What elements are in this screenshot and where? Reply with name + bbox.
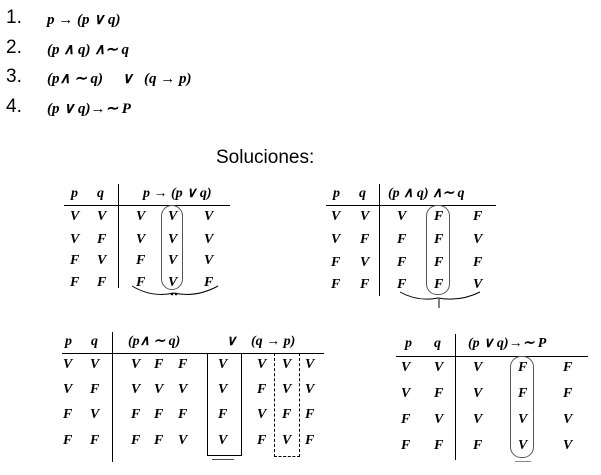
table-header-rule	[396, 356, 588, 357]
table-cell: F	[257, 433, 267, 448]
table-cell: V	[90, 357, 100, 372]
table-cell: V	[305, 382, 315, 397]
table-cell: V	[97, 209, 107, 224]
table-header-cell: (p ∧ q) ∧∼ q	[388, 186, 465, 201]
table-cell: F	[131, 433, 141, 448]
table-cell: V	[136, 209, 146, 224]
table-cell: V	[401, 386, 411, 401]
table-cell: V	[282, 357, 292, 372]
table-cell: V	[331, 232, 341, 247]
table-header-cell: q	[434, 336, 441, 351]
table-cell: V	[178, 433, 188, 448]
table-cell: F	[305, 433, 315, 448]
table-cell: V	[401, 360, 411, 375]
exercise-3-expression: (p∧ ∼ q) ∨ (q → p)	[47, 71, 192, 87]
table-cell: V	[473, 412, 483, 427]
table-cell: F	[473, 438, 483, 453]
table-cell: V	[131, 382, 141, 397]
table-cell: F	[434, 209, 444, 224]
table-cell: F	[178, 357, 188, 372]
table-cell: V	[70, 209, 80, 224]
table-cell: V	[434, 412, 444, 427]
table-cell: V	[257, 407, 267, 422]
exercise-2-number: 2.	[6, 37, 22, 58]
table-cell: F	[434, 277, 444, 292]
table-cell: F	[434, 255, 444, 270]
table-cell: F	[257, 382, 267, 397]
table-cell: V	[563, 438, 573, 453]
table-cell: V	[473, 277, 483, 292]
table-cell: V	[168, 253, 178, 268]
table-cell: F	[136, 275, 146, 290]
exercise-1-number: 1.	[6, 7, 22, 28]
table-header-cell: q	[359, 186, 366, 201]
table-cell: V	[282, 382, 292, 397]
table-cell: F	[97, 232, 107, 247]
table-cell: F	[563, 360, 573, 375]
table-header-cell: p	[65, 334, 72, 349]
table-cell: F	[360, 277, 370, 292]
table-cell: F	[518, 386, 528, 401]
table-cell: F	[204, 275, 214, 290]
solutions-title: Soluciones:	[216, 147, 315, 168]
table-cell: F	[563, 386, 573, 401]
table-cell: F	[131, 407, 141, 422]
table-cell: V	[154, 382, 164, 397]
table-header-cell: p	[333, 186, 340, 201]
table-cell: V	[518, 438, 528, 453]
table-cell: F	[397, 277, 407, 292]
table-cell: F	[63, 407, 73, 422]
exercise-1-expression: p → (p ∨ q)	[47, 12, 121, 28]
table-header-cell: q	[91, 334, 98, 349]
table-header-cell: p	[71, 186, 78, 201]
table-cell: V	[360, 255, 370, 270]
table-header-cell: (p∧ ∼ q)	[128, 334, 181, 349]
table-cell: F	[136, 253, 146, 268]
table-cell: F	[401, 438, 411, 453]
table-cell: V	[204, 253, 214, 268]
table-header-cell: (q → p)	[251, 334, 296, 349]
exercise-3-number: 3.	[6, 66, 22, 87]
table-cell: V	[168, 232, 178, 247]
table-cell: F	[218, 407, 228, 422]
table-cell: V	[168, 209, 178, 224]
table-cell: F	[90, 433, 100, 448]
table-cell: F	[97, 275, 107, 290]
table-cell: V	[168, 275, 178, 290]
table-cell: F	[331, 255, 341, 270]
table-cell: V	[63, 382, 73, 397]
result-column-oval	[510, 356, 534, 458]
table-cell: V	[282, 433, 292, 448]
exercise-2-expression: (p ∧ q) ∧∼ q	[47, 42, 130, 58]
table-cell: F	[434, 232, 444, 247]
table-cell: V	[218, 357, 228, 372]
table-cell: F	[518, 360, 528, 375]
table-header-cell: q	[97, 186, 104, 201]
table-cell: F	[90, 382, 100, 397]
table-cell: V	[63, 357, 73, 372]
table-cell: V	[331, 209, 341, 224]
table-cell: V	[473, 360, 483, 375]
table-header-cell: p → (p ∨ q)	[143, 186, 212, 201]
table-cell: V	[305, 357, 315, 372]
table-cell: V	[204, 232, 214, 247]
table-cell: V	[257, 357, 267, 372]
table-cell: F	[154, 357, 164, 372]
table-cell: V	[473, 386, 483, 401]
table-cell: V	[70, 232, 80, 247]
result-underline-mark	[515, 461, 531, 462]
table-cell: F	[154, 407, 164, 422]
table-cell: V	[473, 232, 483, 247]
table-cell: V	[218, 433, 228, 448]
table-header-cell: (p ∨ q)→∼ P	[468, 336, 547, 351]
table-cell: V	[90, 407, 100, 422]
table-cell: F	[70, 253, 80, 268]
table-cell: V	[563, 412, 573, 427]
table-cell: V	[434, 360, 444, 375]
table-cell: F	[70, 275, 80, 290]
table-cell: F	[360, 232, 370, 247]
table-cell: F	[331, 277, 341, 292]
table-cell: F	[401, 412, 411, 427]
exercise-4-number: 4.	[6, 96, 22, 117]
table-cell: F	[397, 255, 407, 270]
table-cell: F	[434, 438, 444, 453]
table-cell: V	[97, 253, 107, 268]
table-cell: F	[473, 209, 483, 224]
table-cell: F	[434, 386, 444, 401]
table-cell: F	[397, 232, 407, 247]
table-cell: V	[518, 412, 528, 427]
table-header-cell: p	[405, 336, 412, 351]
table-cell: F	[154, 433, 164, 448]
table-cell: F	[473, 255, 483, 270]
table-cell: V	[178, 382, 188, 397]
table-cell: F	[178, 407, 188, 422]
table-cell: V	[218, 382, 228, 397]
exercise-4-expression: (p ∨ q)→∼ P	[47, 101, 131, 117]
table-cell: V	[360, 209, 370, 224]
table-divider	[455, 334, 456, 460]
table-cell: V	[131, 357, 141, 372]
table-cell: F	[63, 433, 73, 448]
table-header-cell: ∨	[226, 334, 237, 349]
table-cell: V	[397, 209, 407, 224]
table-cell: F	[305, 407, 315, 422]
table-cell: V	[136, 232, 146, 247]
table-cell: F	[282, 407, 292, 422]
table-cell: V	[204, 209, 214, 224]
